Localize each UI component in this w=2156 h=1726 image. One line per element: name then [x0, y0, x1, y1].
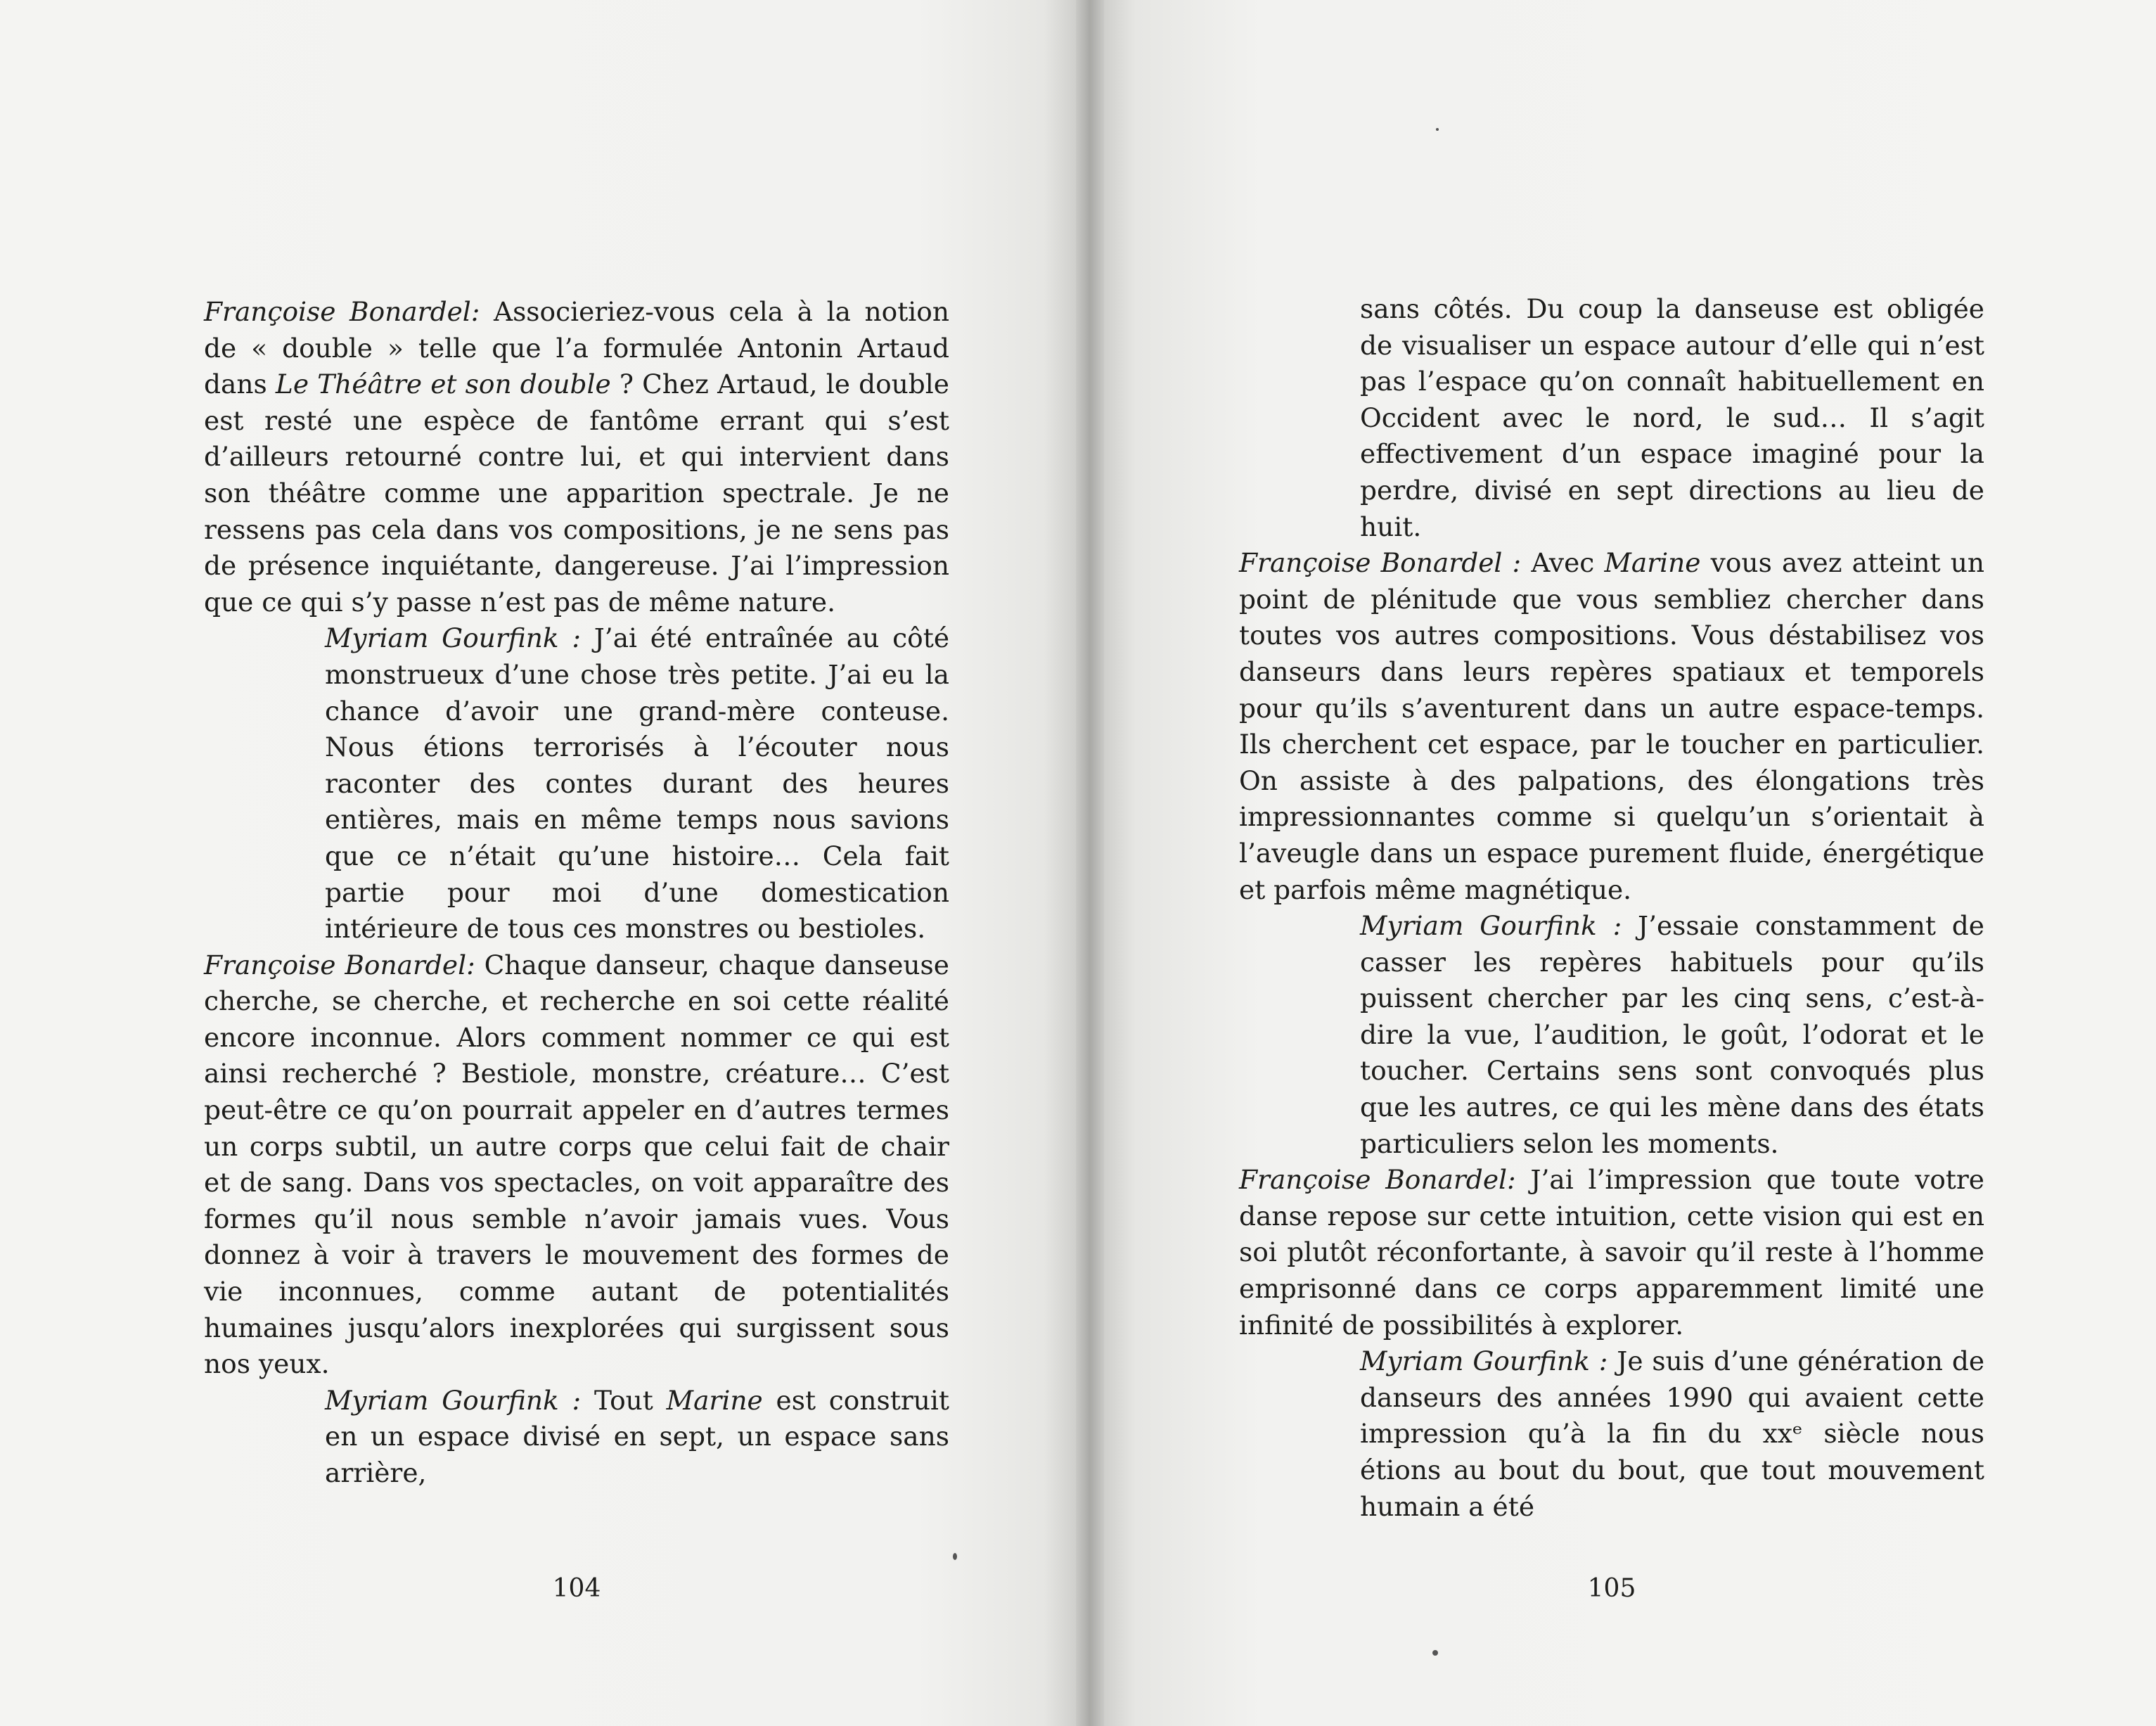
- speaker-name: Françoise Bonardel:: [1239, 1164, 1516, 1196]
- paragraph: [204, 947, 949, 1383]
- paragraph: [204, 294, 949, 620]
- paragraph-text: Associeriez-vous cela à la notion de « double » telle que l’a formulée Antonin Artaud dans: [204, 296, 950, 400]
- left-page-text: [204, 294, 949, 1492]
- right-page-text: [1239, 291, 1984, 1525]
- speaker-name: Françoise Bonardel:: [204, 949, 475, 980]
- paragraph: [204, 620, 949, 947]
- paper-speck: [1436, 128, 1439, 131]
- paragraph-text: J’ai été entraînée au côté monstrueux d’une chose très petite. J’ai eu la chance d’avoir une grand-mère conteuse. Nous étions terrorisés à l’écouter nous raconter des contes durant des heures entières, mais en même temps nous savions que ce n’était qu’une histoire… Cela fait partie pour moi d’une domestication intérieure de tous ces monstres ou bestioles.: [325, 622, 950, 945]
- paragraph-text: J’essaie constamment de casser les repères habituels pour qu’ils puissent chercher par les cinq sens, c’est-à-dire la vue, l’audition, le goût, l’odorat et le toucher. Certains sens sont convoqués plus que les autres, ce qui les mène dans des états particuliers selon les moments.: [1360, 910, 1984, 1159]
- paragraph-text: Tout: [593, 1384, 667, 1416]
- page-number: 105: [1587, 1574, 1636, 1603]
- paragraph-text: Je suis d’une génération de danseurs des années 1990 qui avaient cette impression qu’à la fin du xxᵉ siècle nous étions au bout du bout, que tout mouvement humain a été: [1360, 1345, 1985, 1522]
- paragraph: [1239, 1343, 1984, 1525]
- speaker-name: Françoise Bonardel :: [1239, 547, 1522, 579]
- paragraph-text: Avec: [1531, 547, 1605, 579]
- speaker-name: Myriam Gourfink :: [325, 1384, 582, 1416]
- paper-speck: [1432, 1650, 1438, 1656]
- left-page: [0, 0, 1076, 1726]
- paragraph: [1239, 908, 1984, 1162]
- work-title: Marine: [1604, 547, 1701, 579]
- work-title: Marine: [666, 1384, 763, 1416]
- book-gutter: [1076, 0, 1104, 1726]
- paragraph-text: est construit en un espace divisé en sept, un espace sans arrière,: [325, 1384, 949, 1488]
- page-number: 104: [552, 1574, 601, 1603]
- paragraph: [1239, 1162, 1984, 1343]
- paragraph: [1239, 545, 1984, 908]
- speaker-name: Myriam Gourfink :: [1360, 1345, 1608, 1377]
- paragraph-text: Chaque danseur, chaque danseuse cherche, se cherche, et recherche en soi cette réalité encore inconnue. Alors comment nommer ce qui est ainsi recherché ? Bestiole, monstre, créature… C’est peut-être ce qu’on pourrait appeler en d’autres termes un corps subtil, un autre corps que celui fait de chair et de sang. Dans vos spectacles, on voit apparaître des formes qu’il nous semble n’avoir jamais vues. Vous donnez à voir à travers le mouvement des formes de vie inconnues, comme autant de potentialités humaines jusqu’alors inexplorées qui surgissent sous nos yeux.: [204, 949, 949, 1380]
- paper-speck: [953, 1553, 957, 1560]
- paragraph: [204, 1383, 949, 1492]
- book-title: Le Théâtre et son double: [275, 369, 611, 400]
- speaker-name: Françoise Bonardel:: [204, 296, 480, 327]
- paragraph: [1239, 291, 1984, 545]
- paragraph-text: J’ai l’impression que toute votre danse repose sur cette intuition, cette vision qui est en soi plutôt réconfortante, à savoir qu’il reste à l’homme emprisonné dans ce corps apparemment limité une infinité de possibilités à explorer.: [1239, 1164, 1984, 1341]
- speaker-name: Myriam Gourfink :: [1360, 910, 1622, 942]
- speaker-name: Myriam Gourfink :: [325, 622, 582, 654]
- paragraph-text: vous avez atteint un point de plénitude que vous sembliez chercher dans toutes vos autres compositions. Vous déstabilisez vos danseurs dans leurs repères spatiaux et temporels pour qu’ils s’aventurent dans un autre espace-temps. Ils cherchent cet espace, par le toucher en particulier. On assiste à des palpations, des élongations très impressionnantes comme si quelqu’un s’orientait à l’aveugle dans un espace purement fluide, énergétique et parfois même magnétique.: [1239, 547, 1984, 905]
- paragraph-text: ? Chez Artaud, le double est resté une espèce de fantôme errant qui s’est d’ailleurs retourné contre lui, et qui intervient dans son théâtre comme une apparition spectrale. Je ne ressens pas cela dans vos compositions, je ne sens pas de présence inquiétante, dangereuse. J’ai l’impression que ce qui s’y passe n’est pas de même nature.: [204, 369, 949, 618]
- paragraph-text: sans côtés. Du coup la danseuse est obligée de visualiser un espace autour d’elle qui n’est pas l’espace qu’on connaît habituellement en Occident avec le nord, le sud… Il s’agit effectivement d’un espace imaginé pour la perdre, divisé en sept directions au lieu de huit.: [1360, 293, 1984, 542]
